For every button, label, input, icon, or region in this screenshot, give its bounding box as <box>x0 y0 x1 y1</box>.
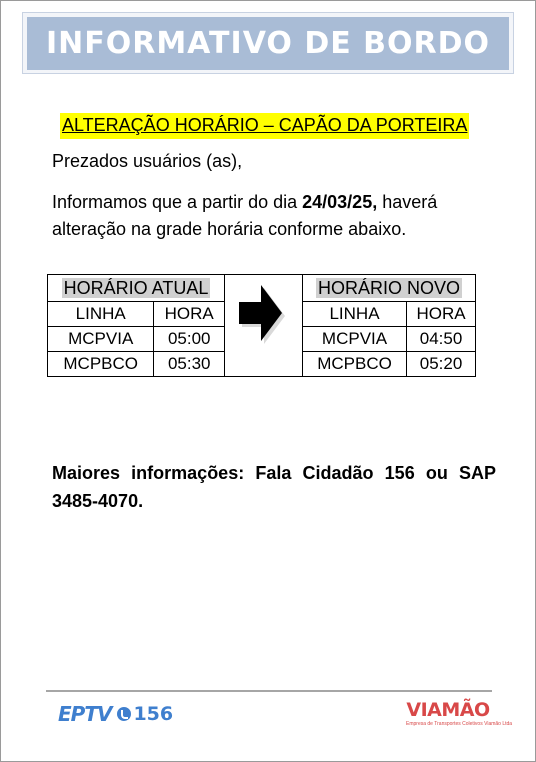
line-cell: MCPVIA <box>303 327 407 352</box>
notice-text-after: haverá alteração na grade horária conforme abaixo. <box>52 192 438 239</box>
table-row <box>303 327 476 352</box>
table-row <box>48 327 225 352</box>
column-header-linha: LINHA <box>48 302 154 327</box>
time-cell: 04:50 <box>407 327 476 352</box>
greeting: Prezados usuários (as), <box>52 151 243 171</box>
new-schedule-table <box>302 274 476 377</box>
notice-date: 24/03/25, <box>302 192 378 212</box>
header-banner <box>27 17 509 70</box>
time-cell: 05:00 <box>154 327 225 352</box>
arrow-right-icon <box>239 285 287 347</box>
column-header-hora: HORA <box>154 302 225 327</box>
time-cell: 05:20 <box>407 352 476 377</box>
current-schedule-table <box>47 274 225 377</box>
eptv-logo-number: 156 <box>133 703 174 725</box>
contact-info: Maiores informações: Fala Cidadão 156 ou SAP 3485-4070. <box>52 463 496 511</box>
line-cell: MCPVIA <box>48 327 154 352</box>
notice-subject: ALTERAÇÃO HORÁRIO – CAPÃO DA PORTEIRA <box>60 113 469 139</box>
line-cell: MCPBCO <box>48 352 154 377</box>
new-schedule-caption: HORÁRIO NOVO <box>317 277 460 298</box>
table-row <box>48 352 225 377</box>
viamao-logo <box>406 699 513 728</box>
notice-text-before: Informamos que a partir do dia <box>52 192 303 212</box>
time-cell: 05:30 <box>154 352 225 377</box>
page-title: INFORMATIVO DE BORDO <box>45 26 491 61</box>
column-header-hora: HORA <box>407 302 476 327</box>
phone-icon <box>117 707 131 721</box>
eptv-logo-text: EPTV <box>58 702 112 726</box>
viamao-logo-tagline: Empresa de Transportes Coletivos Viamão Ltda <box>406 721 513 727</box>
notice-text <box>52 189 492 243</box>
eptv-logo <box>58 701 173 727</box>
current-schedule-caption: HORÁRIO ATUAL <box>63 277 209 298</box>
table-caption <box>303 275 476 302</box>
table-caption <box>48 275 225 302</box>
footer-divider <box>46 690 492 692</box>
viamao-logo-text: VIAMÃO <box>406 699 490 721</box>
table-row <box>303 352 476 377</box>
line-cell: MCPBCO <box>303 352 407 377</box>
column-header-linha: LINHA <box>303 302 407 327</box>
